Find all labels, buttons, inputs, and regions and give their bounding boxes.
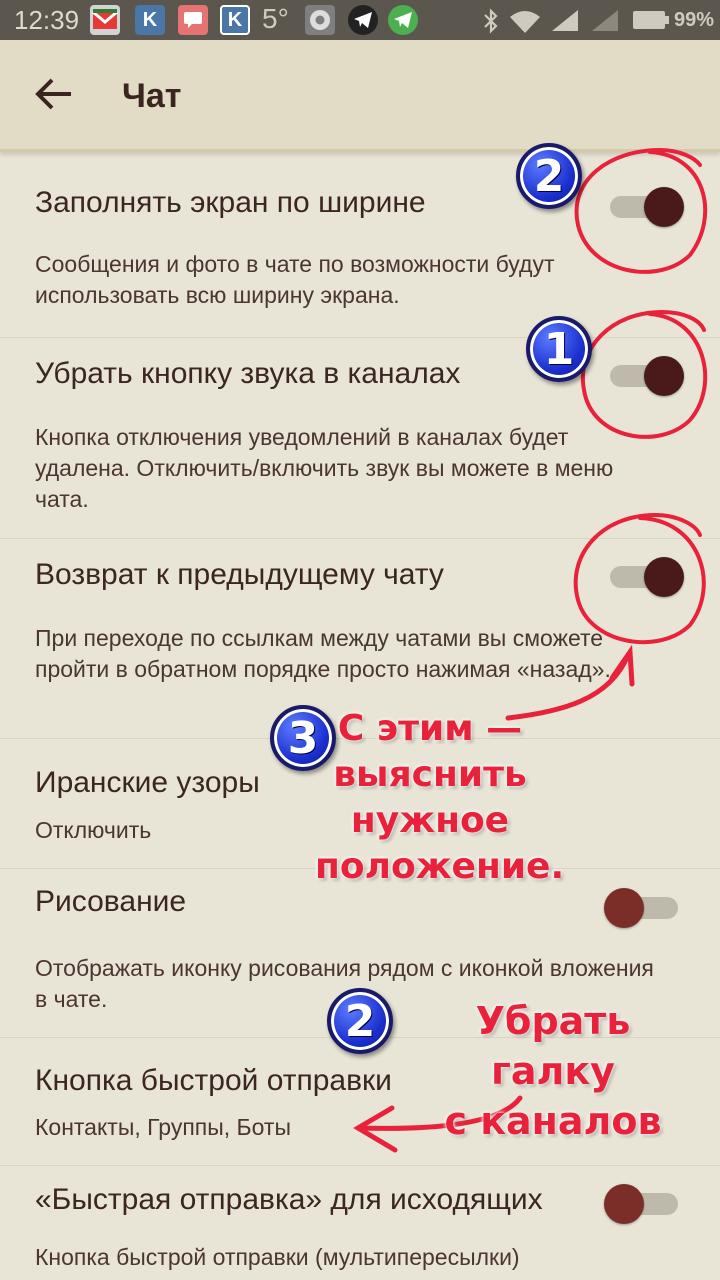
chrome-icon (305, 5, 335, 35)
telegram-icon (348, 5, 378, 35)
setting-fill-screen-width[interactable] (0, 155, 720, 338)
annotation-text: Убрать галку (475, 999, 631, 1093)
setting-remove-channel-sound-button[interactable] (0, 338, 720, 539)
setting-description: Отображать иконку рисования рядом с иконкой вложения в чате. (35, 955, 654, 1012)
setting-label: Заполнять экран по ширине (35, 186, 426, 219)
annotation-text: с каналов (444, 1099, 662, 1143)
toggle-switch[interactable] (604, 886, 682, 928)
toggle-switch[interactable] (606, 354, 684, 396)
setting-description: Кнопка быстрой отправки (мультипересылки) (35, 1244, 520, 1270)
page-title: Чат (122, 77, 182, 115)
app-bar (0, 40, 720, 152)
annotation-note-3 (315, 706, 565, 890)
setting-value: Отключить (35, 817, 152, 843)
bluetooth-icon (481, 8, 501, 39)
setting-quick-send-outgoing[interactable] (0, 1166, 720, 1280)
toggle-switch[interactable] (606, 185, 684, 227)
vk-icon: K (135, 5, 165, 35)
annotation-text: нужное (350, 800, 510, 841)
mail-icon (90, 5, 120, 35)
signal-icon (590, 8, 620, 37)
setting-description: Сообщения и фото в чате по возможности будут использовать всю ширину экрана. (35, 251, 555, 308)
status-bar (0, 0, 720, 40)
telegram-alt-icon (388, 5, 418, 35)
annotation-note-2 (408, 996, 698, 1146)
annotation-badge: 2 (327, 988, 393, 1054)
annotation-text: С этим — (337, 708, 523, 749)
setting-label: Возврат к предыдущему чату (35, 558, 444, 591)
message-icon (178, 5, 208, 35)
annotation-text: выяснить (333, 754, 527, 795)
toggle-switch[interactable] (604, 1182, 682, 1224)
setting-label: Иранские узоры (35, 766, 260, 799)
status-time: 12:39 (14, 5, 80, 35)
toggle-switch[interactable] (606, 555, 684, 597)
annotation-badge: 1 (526, 316, 592, 382)
signal-icon (550, 8, 580, 37)
annotation-badge: 3 (270, 705, 336, 771)
setting-description: При переходе по ссылкам между чатами вы сможете пройти в обратном порядке просто нажимая «назад». (35, 625, 611, 682)
wifi-icon (508, 8, 542, 39)
annotation-text: положение. (315, 846, 565, 887)
battery-percent: 99% (674, 9, 715, 31)
weather-temperature: 5° (262, 3, 289, 34)
vk-icon: K (220, 5, 250, 35)
setting-value: Контакты, Группы, Боты (35, 1114, 291, 1140)
arrow-back-icon (34, 77, 74, 116)
annotation-badge: 2 (516, 143, 582, 209)
battery-icon (632, 9, 670, 36)
setting-label: Убрать кнопку звука в каналах (35, 357, 461, 390)
setting-label: «Быстрая отправка» для исходящих (35, 1183, 543, 1216)
setting-label: Рисование (35, 885, 187, 918)
setting-description: Кнопка отключения уведомлений в каналах будет удалена. Отключить/включить звук вы можете в меню чата. (35, 424, 614, 512)
setting-label: Кнопка быстрой отправки (35, 1064, 392, 1097)
back-button[interactable] (22, 66, 86, 126)
